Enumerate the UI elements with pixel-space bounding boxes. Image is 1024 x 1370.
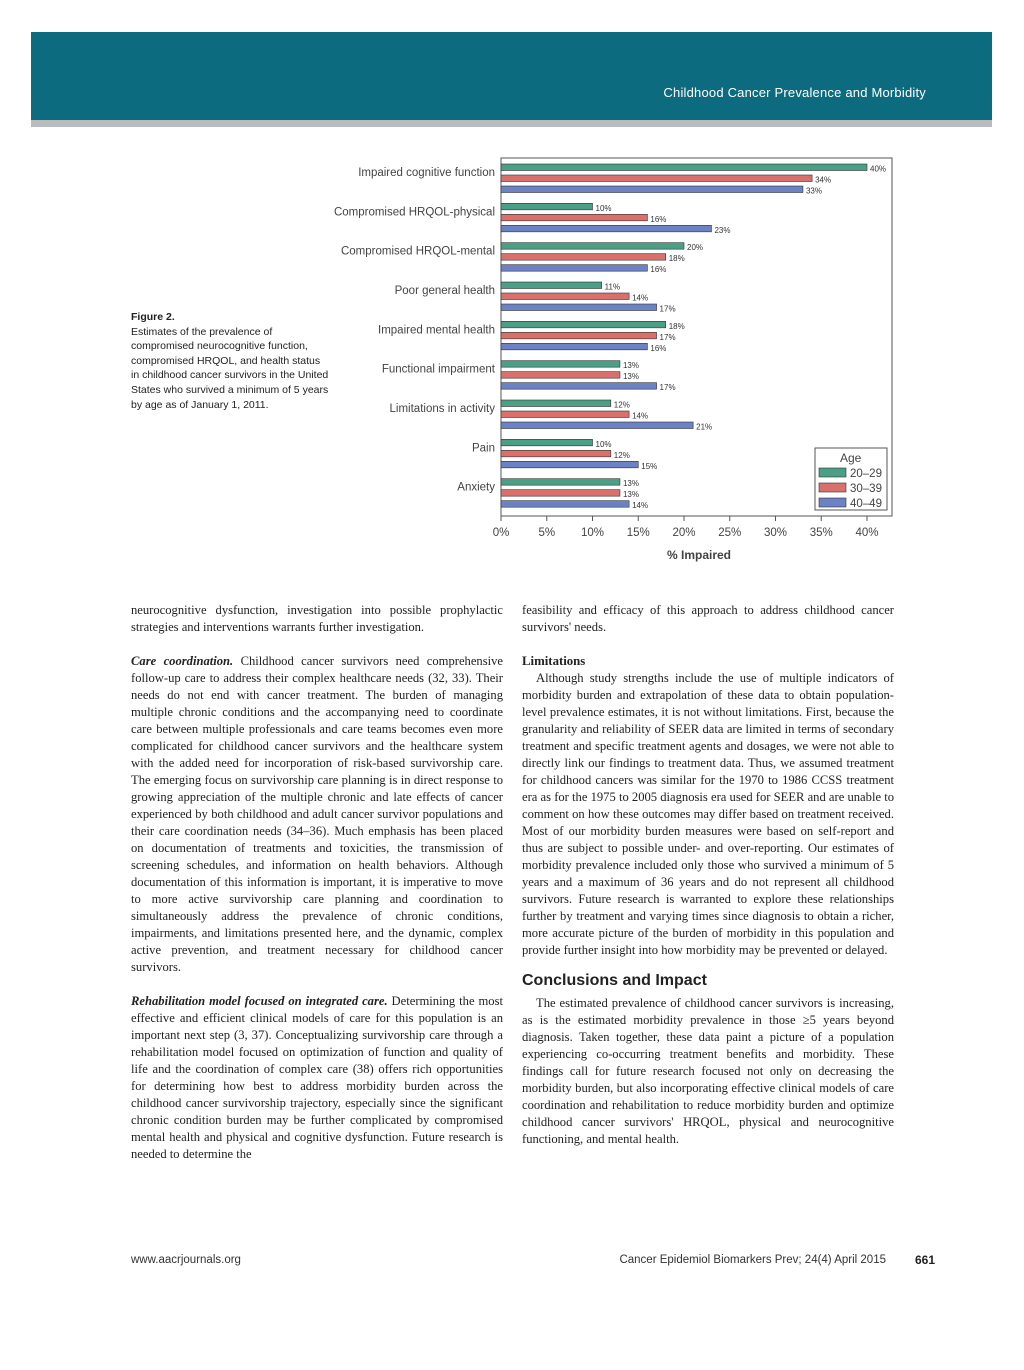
bar-value-label: 34% <box>815 175 832 185</box>
bar <box>501 243 684 250</box>
bar-value-label: 12% <box>613 400 630 410</box>
running-title: Childhood Cancer Prevalence and Morbidity <box>663 85 926 100</box>
paragraph-continuation: neurocognitive dysfunction, investigation into possible prophylactic strategies and interventions warrants further investigation. <box>131 603 503 634</box>
category-label: Compromised HRQOL-physical <box>333 206 495 219</box>
care-coordination-runin: Care coordination. <box>131 654 234 668</box>
bar <box>501 501 629 508</box>
x-tick-label: 30% <box>763 527 788 539</box>
bar <box>501 343 647 350</box>
right-column <box>522 602 894 1148</box>
conclusions-paragraph: The estimated prevalence of childhood cancer survivors is increasing, as is the estimated morbidity prevalence in those ≥5 years beyond diagnosis. Taken together, these data paint a picture of a population experiencing co-occurring treatment benefits and morbidity. These findings call for future research focused not only on decreasing the morbidity burden, but also incorporating effective clinical models of care coordination and rehabilitation to reduce morbidity burden and optimize childhood cancer survivors' HRQOL, physical and neurocognitive functioning, and mental health. <box>522 996 894 1146</box>
bar-value-label: 17% <box>659 304 676 314</box>
limitations-heading: Limitations <box>522 654 586 668</box>
bar <box>501 383 657 390</box>
bar-value-label: 11% <box>604 282 621 292</box>
bar <box>501 203 593 210</box>
care-coordination-paragraph <box>131 653 503 976</box>
bar <box>501 400 611 407</box>
x-tick-label: 0% <box>492 527 510 539</box>
legend-swatch <box>819 468 846 477</box>
x-tick-label: 40% <box>855 527 879 539</box>
bar <box>501 372 620 379</box>
x-axis-title: % Impaired <box>666 548 732 562</box>
bar <box>501 186 803 193</box>
bar-value-label: 13% <box>622 372 639 382</box>
bar-value-label: 16% <box>650 214 667 224</box>
category-label: Limitations in activity <box>389 403 495 415</box>
bar-value-label: 18% <box>668 254 685 264</box>
paragraph-continuation-right: feasibility and efficacy of this approach to address childhood cancer survivors' needs. <box>522 603 894 634</box>
bar <box>501 411 629 418</box>
bar <box>501 361 620 368</box>
left-column <box>131 602 503 1163</box>
bar-value-label: 16% <box>650 343 667 353</box>
bar <box>501 214 647 221</box>
bar <box>501 461 638 468</box>
legend-entry: 30–39 <box>850 483 882 495</box>
x-tick-label: 10% <box>580 527 605 539</box>
bar-value-label: 14% <box>632 411 649 421</box>
category-label: Impaired mental health <box>378 324 495 337</box>
category-label: Functional impairment <box>381 363 495 376</box>
footer-website: www.aacrjournals.org <box>131 1254 241 1266</box>
legend-title: Age <box>840 451 862 465</box>
bar <box>501 254 666 261</box>
bar-value-label: 13% <box>622 479 639 489</box>
x-tick-label: 35% <box>809 527 833 539</box>
figure-label: Figure 2. <box>131 311 175 323</box>
legend-swatch <box>819 498 846 507</box>
x-tick-label: 15% <box>626 527 650 539</box>
bar-value-label: 17% <box>659 332 676 342</box>
rehabilitation-runin: Rehabilitation model focused on integrated care. <box>131 994 388 1008</box>
bar-value-label: 12% <box>613 450 630 460</box>
bar-value-label: 14% <box>632 293 649 303</box>
care-coordination-text: Childhood cancer survivors need comprehensive follow-up care to address their complex healthcare needs (32, 33). Their needs do not end with cancer treatment. The burden of managing multiple chronic conditions and the accompanying need to coordinate care between multiple professionals and care teams becomes even more complicated for childhood cancer survivors and the healthcare system with the added need for incorporation of risk-based survivorship care. The emerging focus on survivorship care planning is in direct response to growing appreciation of the multiple chronic and late effects of cancer experienced by both childhood and adult cancer survivor populations and their care coordination needs (34–36). Much emphasis has been placed on documentation of treatments and toxicities, the transmission of screening schedules, and information on health behaviors. Although documentation of this information is important, it is imperative to move to more active survivorship care planning and coordination to simultaneously address the prevalence of chronic conditions, impairments, and limitations presented here, and the dynamic, complex active prevention, and treatment necessary for childhood cancer survivors. <box>131 654 504 974</box>
bar-value-label: 20% <box>687 243 704 253</box>
bar-value-label: 13% <box>622 490 639 500</box>
legend-entry: 40–49 <box>850 498 882 510</box>
conclusions-heading: Conclusions and Impact <box>522 972 707 989</box>
category-label: Impaired cognitive function <box>358 167 495 179</box>
bar-chart <box>300 150 900 570</box>
figure-caption-text: Estimates of the prevalence of compromised neurocognitive function, compromised HRQOL, and health status in childhood cancer survivors in the United States who survived a minimum of 5 years by age as of January 1, 2011. <box>131 325 329 411</box>
bar <box>501 175 812 182</box>
bar <box>501 450 611 457</box>
bar-value-label: 17% <box>659 383 676 393</box>
limitations-paragraph: Although study strengths include the use of multiple indicators of morbidity burden and extrapolation of these data to obtain population-level prevalence estimates, it is not without limitations. First, because the granularity and reliability of SEER data are limited in terms of secondary treatment and specific treatment agents and dosages, we were not able to directly link our findings to treatment data. Thus, we assumed treatment for childhood cancers was similar for the 1970 to 1986 CCSS treatment era as for the 1975 to 2005 diagnosis era used for SEER and are unable to comment on how these outcomes may differ based on treatment received. Most of our morbidity burden measures were based on self-report and thus are subject to possible under- and over-reporting. Our estimates of morbidity prevalence included only those who survived a minimum of 5 years and a maximum of 36 years and do not represent all childhood survivors. Future research is warranted to explore these relationships further by treatment and varying times since diagnosis to obtain a richer, more accurate picture of the burden of morbidity in this population and provide further insight into how morbidity may be prevented or delayed. <box>522 671 894 957</box>
x-tick-label: 20% <box>672 527 696 539</box>
bar-value-label: 15% <box>641 461 658 471</box>
x-tick-label: 25% <box>718 527 742 539</box>
bar <box>501 422 693 429</box>
bar-value-label: 13% <box>622 361 639 371</box>
bar-value-label: 40% <box>870 164 887 174</box>
bar <box>501 225 711 232</box>
bar <box>501 490 620 497</box>
legend-entry: 20–29 <box>850 468 882 480</box>
bar <box>501 265 647 272</box>
header-banner <box>31 32 992 120</box>
bar <box>501 439 593 446</box>
bar-value-label: 10% <box>595 439 612 449</box>
bar-value-label: 18% <box>668 321 685 331</box>
bar <box>501 293 629 300</box>
bar-value-label: 16% <box>650 265 667 275</box>
bar <box>501 282 602 289</box>
bar-value-label: 21% <box>696 422 713 432</box>
bar <box>501 321 666 328</box>
bar-value-label: 23% <box>714 225 731 235</box>
rehabilitation-text: Determining the most effective and efficient clinical models of care for this population is an important next step (3, 37). Conceptualizing survivorship care through a rehabilitation model focused on optimization of function and quality of life and the coordination of complex care (38) offers rich opportunities for determining how best to address morbidity burden across the childhood cancer survivorship trajectory, especially since the significant chronic condition burden may be further complicated by compromised mental health and physical and cognitive dysfunction. Future research is needed to determine the <box>131 994 503 1161</box>
footer-citation: Cancer Epidemiol Biomarkers Prev; 24(4) April 2015 <box>619 1254 886 1266</box>
bar <box>501 479 620 486</box>
bar-value-label: 10% <box>595 203 612 213</box>
bar <box>501 304 657 311</box>
bar-value-label: 33% <box>805 186 822 196</box>
bar <box>501 332 657 339</box>
bar <box>501 164 867 171</box>
bar-value-label: 14% <box>632 501 649 511</box>
category-label: Anxiety <box>457 481 495 494</box>
category-label: Poor general health <box>394 285 495 297</box>
rehabilitation-paragraph <box>131 993 503 1163</box>
legend-swatch <box>819 483 846 492</box>
category-label: Pain <box>471 442 495 455</box>
page-number: 661 <box>914 1253 935 1267</box>
x-tick-label: 5% <box>538 527 556 539</box>
category-label: Compromised HRQOL-mental <box>340 245 495 258</box>
header-divider-strip <box>31 120 992 127</box>
